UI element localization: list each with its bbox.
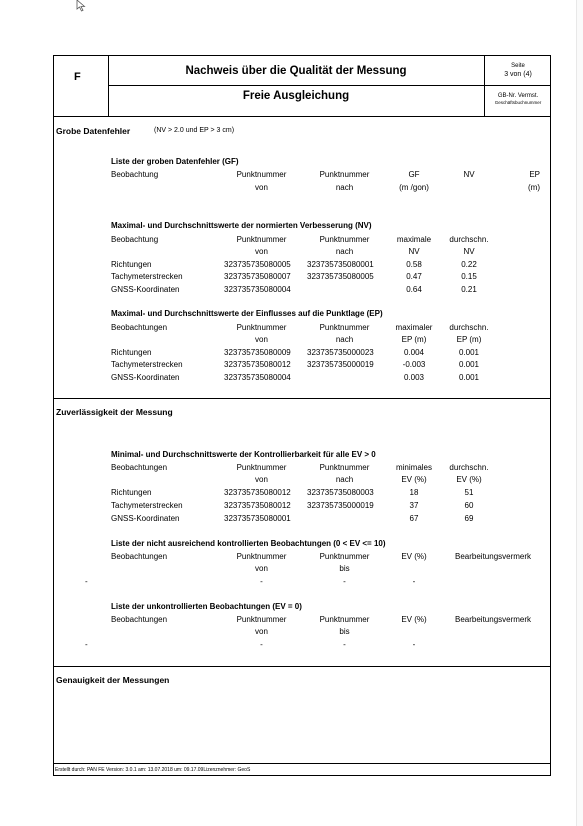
nicht-col-punktnummer-bis: Punktnummer (319, 552, 370, 561)
section-divider (54, 116, 550, 117)
nv-col-von: von (255, 247, 268, 256)
nv-col-punktnummer-nach: Punktnummer (319, 235, 370, 244)
page-title: Nachweis über die Qualität der Messung (185, 65, 407, 77)
gf-col-von: von (255, 183, 268, 192)
table-cell: 323735735080003 (307, 488, 374, 497)
nicht-col-ev: EV (%) (401, 552, 427, 561)
ep-col-maximaler: maximaler (395, 323, 433, 332)
seite-label: Seite (511, 63, 525, 69)
footer-divider (54, 763, 550, 764)
table-cell: 323735735080004 (224, 285, 291, 294)
table-cell: 323735735080001 (307, 260, 374, 269)
nicht-col-bis: bis (339, 564, 350, 573)
table-cell: 323735735080009 (224, 348, 291, 357)
ep-col-beobachtungen: Beobachtungen (111, 323, 168, 332)
table-cell: - (85, 640, 88, 649)
table-cell: GNSS-Koordinaten (111, 373, 180, 382)
gb-label: GB-Nr. Vermst. (497, 93, 539, 99)
unk-col-beobachtungen: Beobachtungen (111, 615, 168, 624)
table-cell: Tachymeterstrecken (111, 360, 183, 369)
table-cell: - (260, 577, 263, 586)
mouse-cursor-icon (76, 0, 90, 12)
table-cell: Tachymeterstrecken (111, 272, 183, 281)
table-cell: - (343, 577, 346, 586)
ep-col-punktnummer-von: Punktnummer (236, 323, 287, 332)
table-cell: - (260, 640, 263, 649)
header-divider (108, 56, 109, 116)
table-cell: 323735735080005 (224, 260, 291, 269)
gf-table-title: Liste der groben Datenfehler (GF) (111, 157, 239, 166)
ev-table-title: Minimal- und Durchschnittswerte der Kontrollierbarkeit für alle EV > 0 (111, 450, 376, 459)
ev-col-beobachtungen: Beobachtungen (111, 463, 168, 472)
table-cell: Tachymeterstrecken (111, 501, 183, 510)
section-divider (54, 666, 550, 667)
gf-col-gf-unit: (m /gon) (399, 183, 429, 192)
gb-sublabel: Geschäftsbuchnummer (494, 100, 542, 105)
table-cell: 323735735080001 (224, 514, 291, 523)
nicht-col-beobachtungen: Beobachtungen (111, 552, 168, 561)
ev-col-durchschn: durchschn. (449, 463, 489, 472)
ep-col-durchschn: durchschn. (449, 323, 489, 332)
table-cell: 323735735000019 (307, 501, 374, 510)
table-cell: 18 (409, 488, 419, 497)
gf-col-ep: EP (529, 170, 540, 179)
scrollbar[interactable] (576, 0, 583, 826)
table-cell: Richtungen (111, 260, 152, 269)
nv-table-title: Maximal- und Durchschnittswerte der normierten Verbesserung (NV) (111, 221, 372, 230)
unk-col-ev: EV (%) (401, 615, 427, 624)
gf-col-nv: NV (463, 170, 475, 179)
nv-col-maximale: maximale (396, 235, 432, 244)
gf-col-beobachtung: Beobachtung (111, 170, 159, 179)
ev-col-punktnummer-von: Punktnummer (236, 463, 287, 472)
nicht-col-von: von (255, 564, 268, 573)
ev-col-punktnummer-nach: Punktnummer (319, 463, 370, 472)
table-cell: 0.001 (458, 373, 480, 382)
table-cell: 0.001 (458, 360, 480, 369)
gf-col-ep-unit: (m) (528, 183, 540, 192)
ep-col-maximaler-unit: EP (m) (401, 335, 427, 344)
table-cell: 0.001 (458, 348, 480, 357)
unk-col-punktnummer-von: Punktnummer (236, 615, 287, 624)
unk-col-bis: bis (339, 627, 350, 636)
form-code: F (74, 71, 81, 83)
table-cell: GNSS-Koordinaten (111, 285, 180, 294)
ev-col-minimales: minimales (395, 463, 432, 472)
table-cell: 51 (464, 488, 474, 497)
table-cell: 0.003 (403, 373, 425, 382)
table-cell: 0.004 (403, 348, 425, 357)
nv-col-durchschn: durchschn. (449, 235, 489, 244)
document-page (53, 55, 551, 776)
section-divider (54, 398, 550, 399)
table-cell: 323735735080012 (224, 488, 291, 497)
table-cell: 323735735000023 (307, 348, 374, 357)
ep-table-title: Maximal- und Durchschnittswerte der Einflusses auf die Punktlage (EP) (111, 309, 383, 318)
unk-col-punktnummer-bis: Punktnummer (319, 615, 370, 624)
nicht-col-punktnummer-von: Punktnummer (236, 552, 287, 561)
nv-col-nach: nach (335, 247, 354, 256)
table-cell: Richtungen (111, 488, 152, 497)
table-cell: - (343, 640, 346, 649)
ev-col-von: von (255, 475, 268, 484)
table-cell: 323735735080004 (224, 373, 291, 382)
table-cell: 323735735080012 (224, 501, 291, 510)
table-cell: 0.64 (406, 285, 422, 294)
section-heading-zuverlaessigkeit: Zuverlässigkeit der Messung (56, 407, 173, 417)
gf-col-nach: nach (335, 183, 354, 192)
table-cell: 0.58 (406, 260, 422, 269)
table-cell: 323735735080005 (307, 272, 374, 281)
table-cell: 323735735080007 (224, 272, 291, 281)
table-cell: - (412, 577, 416, 586)
table-cell: -0.003 (402, 360, 426, 369)
section-heading-grobe: Grobe Datenfehler (56, 126, 131, 136)
nv-col-durchschn-unit: NV (463, 247, 475, 256)
header-divider (108, 85, 484, 86)
unk-col-von: von (255, 627, 268, 636)
table-cell: 323735735080012 (224, 360, 291, 369)
nv-col-punktnummer-von: Punktnummer (236, 235, 287, 244)
table-cell: 0.21 (461, 285, 477, 294)
table-cell: GNSS-Koordinaten (111, 514, 180, 523)
gf-col-punktnummer-nach: Punktnummer (319, 170, 370, 179)
unk-col-bearbeitungsvermerk: Bearbeitungsvermerk (455, 615, 532, 624)
table-cell: 69 (464, 514, 474, 523)
ep-col-durchschn-unit: EP (m) (456, 335, 482, 344)
nv-col-maximale-unit: NV (408, 247, 420, 256)
table-cell: 0.47 (406, 272, 422, 281)
table-cell: - (85, 577, 88, 586)
page-subtitle: Freie Ausgleichung (242, 90, 350, 102)
nv-col-beobachtung: Beobachtung (111, 235, 159, 244)
ep-col-punktnummer-nach: Punktnummer (319, 323, 370, 332)
seite-value: 3 von (4) (504, 71, 532, 78)
table-cell: 0.15 (461, 272, 477, 281)
gf-col-gf: GF (408, 170, 420, 179)
footer-text: Erstellt durch: PAN FE Version: 3.0.1 am: 13.07.2018 um: 09.17.09Lizenznehmer: GeoS (55, 767, 251, 773)
unkontrolliert-title: Liste der unkontrollierten Beobachtungen (EV = 0) (111, 602, 302, 611)
table-cell: - (412, 640, 416, 649)
gf-col-punktnummer-von: Punktnummer (236, 170, 287, 179)
table-cell: 67 (409, 514, 419, 523)
table-cell: Richtungen (111, 348, 152, 357)
ev-col-nach: nach (335, 475, 354, 484)
header-divider (484, 85, 550, 86)
ev-col-durchschn-unit: EV (%) (456, 475, 482, 484)
section-heading-genauigkeit: Genauigkeit der Messungen (56, 675, 170, 685)
nicht-col-bearbeitungsvermerk: Bearbeitungsvermerk (455, 552, 532, 561)
table-cell: 0.22 (461, 260, 477, 269)
table-cell: 323735735000019 (307, 360, 374, 369)
ep-col-von: von (255, 335, 268, 344)
table-cell: 60 (464, 501, 474, 510)
table-cell: 37 (409, 501, 419, 510)
grobe-criteria: (NV > 2.0 und EP > 3 cm) (154, 127, 235, 134)
ev-col-minimales-unit: EV (%) (401, 475, 427, 484)
nicht-kontrolliert-title: Liste der nicht ausreichend kontrollierten Beobachtungen (0 < EV <= 10) (111, 539, 386, 548)
ep-col-nach: nach (335, 335, 354, 344)
